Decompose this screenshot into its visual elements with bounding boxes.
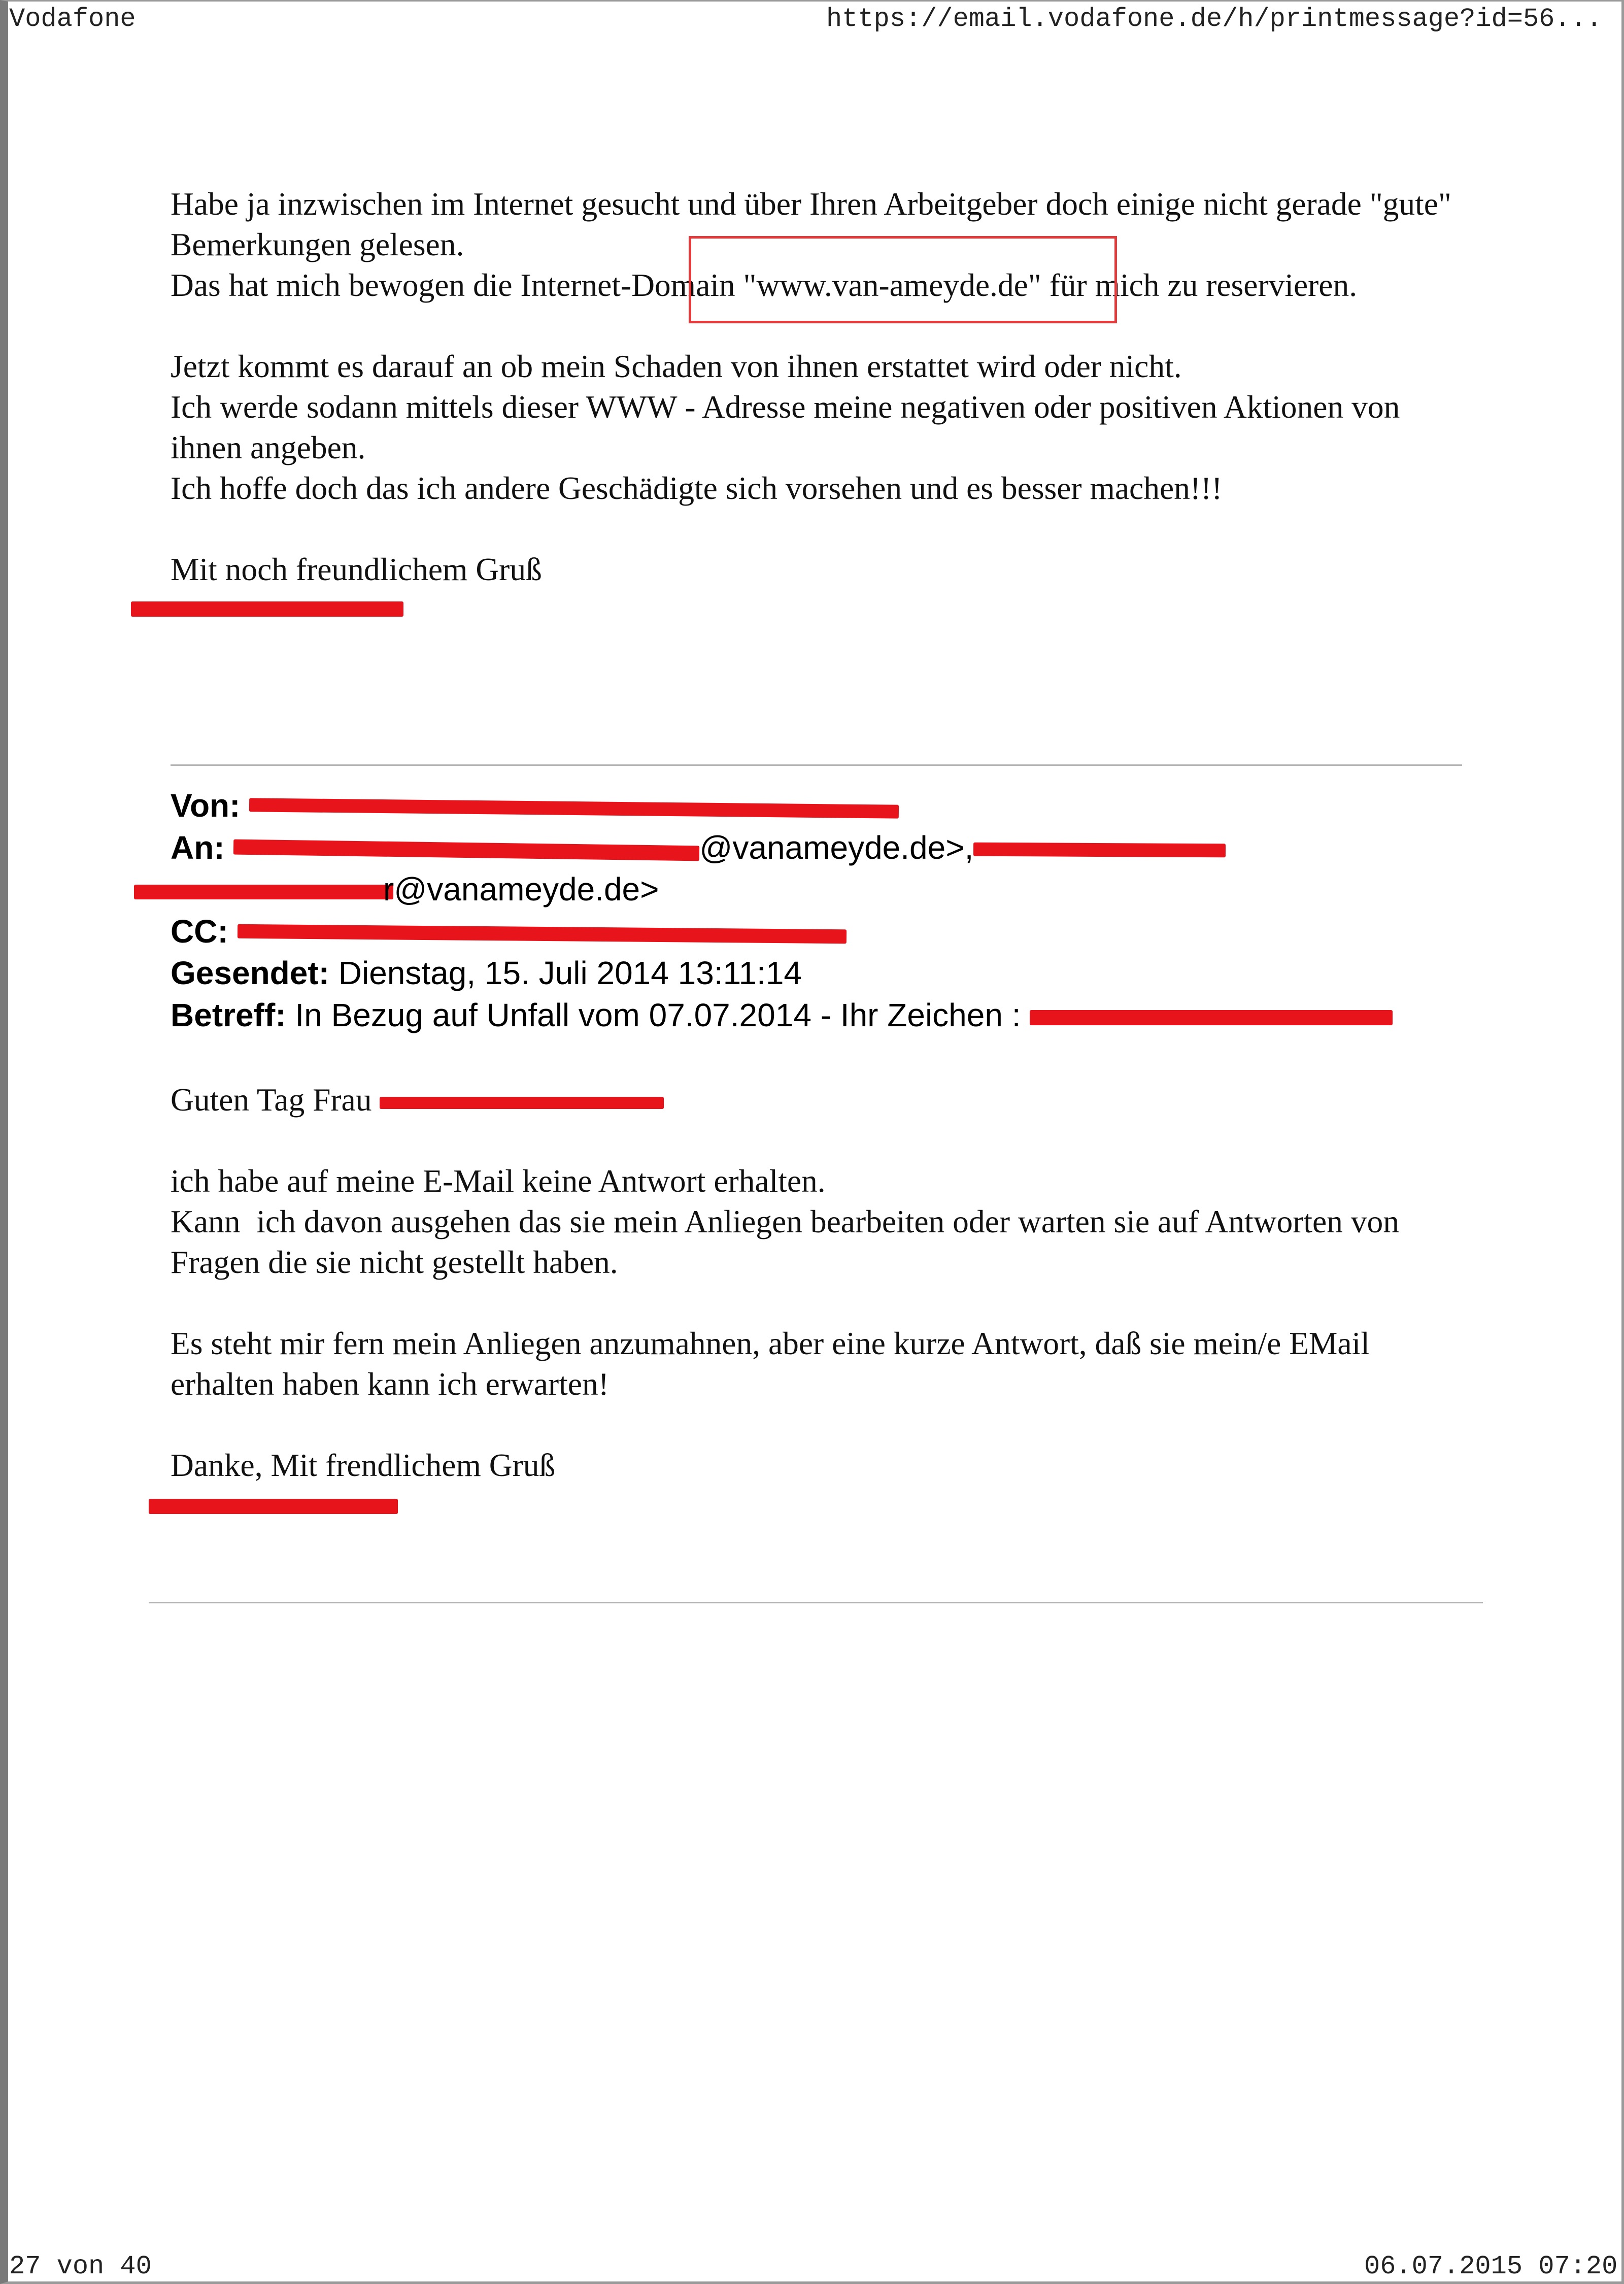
closing-line: Mit noch freundlichem Gruß xyxy=(171,551,542,587)
subject-label: Betreff: xyxy=(171,996,286,1033)
sent-value: Dienstag, 15. Juli 2014 13:11:14 xyxy=(338,955,802,991)
text-line: Kann ich davon ausgehen das sie mein Anliegen bearbeiten oder warten sie auf Antworten von xyxy=(171,1203,1400,1239)
text-line: ich habe auf meine E-Mail keine Antwort erhalten. xyxy=(171,1163,826,1199)
print-footer-page-indicator: 27 von 40 xyxy=(9,2252,152,2281)
body-paragraph xyxy=(171,1161,1399,1283)
redaction-bar-cc xyxy=(237,924,846,943)
redaction-bar-subject xyxy=(1030,1010,1393,1025)
header-to xyxy=(171,827,1393,869)
redaction-bar-to-3 xyxy=(134,885,393,899)
print-footer-timestamp: 06.07.2015 07:20 xyxy=(1364,2252,1618,2281)
cc-label: CC: xyxy=(171,913,228,950)
sent-label: Gesendet: xyxy=(171,955,329,991)
print-header-site-name: Vodafone xyxy=(9,4,136,34)
header-subject xyxy=(171,994,1393,1036)
quoted-closing xyxy=(171,549,1451,590)
quoted-paragraph xyxy=(171,346,1451,509)
print-header-url: https://email.vodafone.de/h/printmessage?id=56... xyxy=(826,4,1602,34)
text-line: erhalten haben kann ich erwarten! xyxy=(171,1366,609,1402)
body-paragraph xyxy=(171,1323,1399,1404)
divider-rule xyxy=(149,1602,1483,1603)
redaction-bar-signature xyxy=(149,1499,398,1514)
subject-value: In Bezug auf Unfall vom 07.07.2014 - Ihr Zeichen : xyxy=(295,996,1021,1033)
redaction-bar-from xyxy=(249,798,899,818)
header-sent xyxy=(171,952,1393,994)
text-line: Ich hoffe doch das ich andere Geschädigte sich vorsehen und es besser machen!!! xyxy=(171,470,1223,506)
message-body xyxy=(171,1080,1399,1486)
header-to-continuation xyxy=(171,868,1393,911)
message-headers xyxy=(171,785,1393,1036)
closing-line: Danke, Mit frendlichem Gruß xyxy=(171,1447,556,1483)
header-cc xyxy=(171,911,1393,953)
greeting xyxy=(171,1080,1399,1120)
from-label: Von: xyxy=(171,787,241,824)
redaction-bar-to-2 xyxy=(973,843,1226,858)
text-line: Bemerkungen gelesen. xyxy=(171,226,464,262)
text-line: Jetzt kommt es darauf an ob mein Schaden von ihnen erstattet wird oder nicht. xyxy=(171,348,1182,384)
text-line: Habe ja inzwischen im Internet gesucht und über Ihren Arbeitgeber doch einige nicht gerade "gute" xyxy=(171,186,1451,222)
to-address-fragment: r@vanameyde.de> xyxy=(383,871,659,908)
divider-rule xyxy=(171,764,1462,766)
text-line: Das hat mich bewogen die Internet-Domain "www.van-ameyde.de" für mich zu reservieren. xyxy=(171,267,1358,303)
text-line: ihnen angeben. xyxy=(171,429,366,465)
text-line: Fragen die sie nicht gestellt haben. xyxy=(171,1244,618,1280)
text-line: Ich werde sodann mittels dieser WWW - Adresse meine negativen oder positiven Aktionen von xyxy=(171,389,1400,425)
to-label: An: xyxy=(171,829,225,866)
greeting-text: Guten Tag Frau xyxy=(171,1082,372,1118)
header-from xyxy=(171,785,1393,827)
to-address-fragment: @vanameyde.de>, xyxy=(699,829,974,866)
domain-highlight-box xyxy=(689,236,1117,323)
redaction-bar-greeting xyxy=(380,1097,664,1109)
text-line: Es steht mir fern mein Anliegen anzumahnen, aber eine kurze Antwort, daß sie mein/e EMail xyxy=(171,1325,1370,1361)
greeting-line xyxy=(171,1080,1399,1120)
redaction-bar-to-1 xyxy=(233,839,699,861)
body-closing xyxy=(171,1445,1399,1486)
redaction-bar-signature xyxy=(131,601,403,617)
